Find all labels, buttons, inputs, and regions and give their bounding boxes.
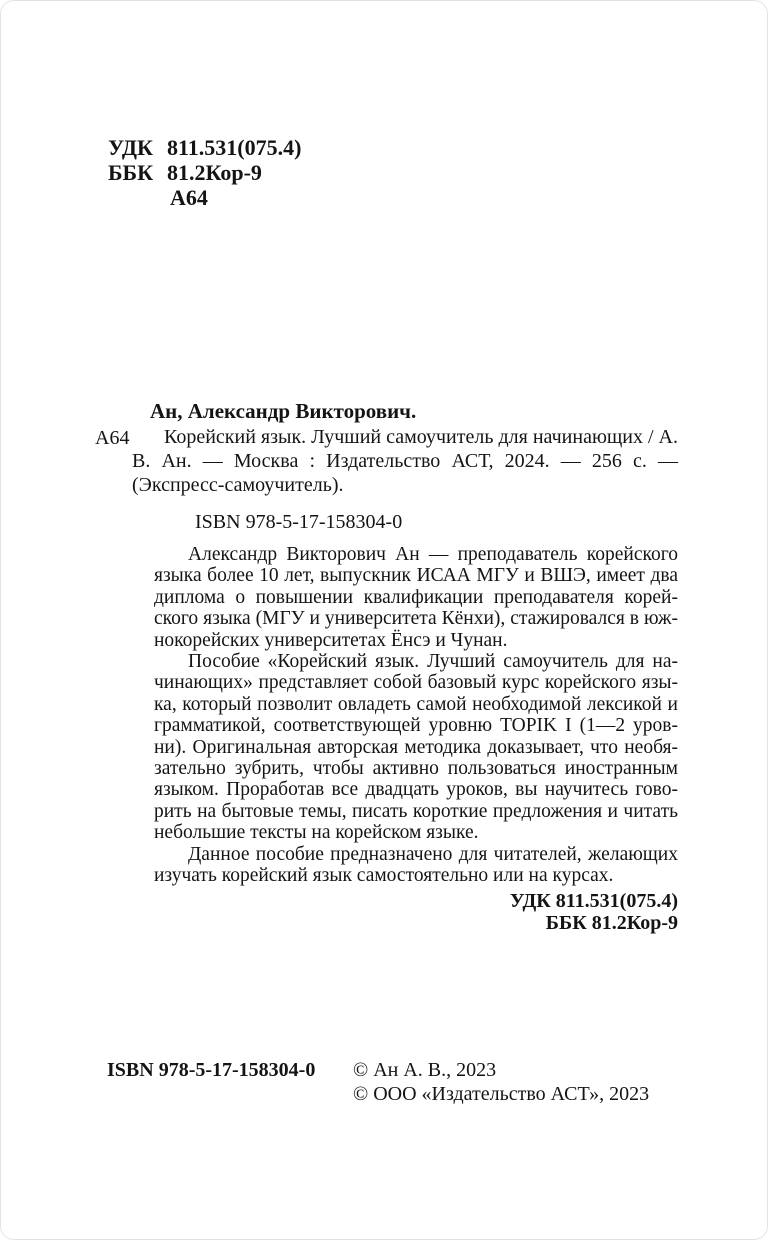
isbn-footer: ISBN 978-5-17-158304-0 bbox=[107, 1059, 316, 1081]
bbk-label: ББК bbox=[108, 160, 154, 185]
annotation-paragraph-book: Пособие «Корейский язык. Лучший самоучитель для начинающих» представляет собой базовый курс корейского языка, который позволит овладеть самой необходимой лексикой и грамматикой, соответствующей уровню TOPIK I (1—2 уровни). Оригинальная авторская методика доказывает, что необязательно зубрить, чтобы активно пользоваться иностранным языком. Проработав все двадцать уроков, вы научитесь говорить на бытовые темы, писать короткие предложения и читать небольшие тексты на корейском языке. bbox=[154, 651, 678, 844]
copyright-block bbox=[353, 1059, 649, 1106]
catalog-author-sign: А64 bbox=[95, 427, 130, 449]
bbk-value: 81.2Кор-9 bbox=[167, 160, 262, 185]
author-sign-line bbox=[108, 185, 301, 210]
udk-line bbox=[108, 135, 301, 160]
annotation-paragraph-author: Александр Викторович Ан — преподаватель корейского языка более 10 лет, выпускник ИСАА МГУ и ВШЭ, имеет два диплома о повышении квалификации преподавателя корейского языка (МГУ и университета Кёнхи), стажировался в южнокорейских университетах Ёнсэ и Чунан. bbox=[154, 544, 678, 651]
annotation-block bbox=[154, 544, 678, 887]
backref-classification-block bbox=[154, 891, 678, 934]
udk-label: УДК bbox=[108, 135, 154, 160]
annotation-paragraph-audience: Данное пособие предназначено для читателей, желающих изучать корейский язык самостоятельно или на курсах. bbox=[154, 843, 678, 887]
author-sign: А64 bbox=[170, 185, 208, 210]
top-classification-block bbox=[108, 135, 301, 210]
isbn-catalog: ISBN 978-5-17-158304-0 bbox=[195, 511, 403, 533]
udk-value: 811.531(075.4) bbox=[167, 135, 302, 160]
bbk-line bbox=[108, 160, 301, 185]
copyright-publisher-line: © ООО «Издательство АСТ», 2023 bbox=[353, 1082, 650, 1105]
backref-udk: УДК 811.531(075.4) bbox=[509, 890, 678, 912]
author-heading: Ан, Александр Викторович. bbox=[150, 399, 417, 423]
bibliographic-description: Корейский язык. Лучший самоучитель для начинающих / А. В. Ан. — Москва : Издательство АСТ, 2024. — 256 с. — (Экспресс-самоучитель). bbox=[132, 426, 679, 496]
backref-bbk: ББК 81.2Кор-9 bbox=[545, 911, 678, 934]
copyright-author-line: © Ан А. В., 2023 bbox=[353, 1059, 497, 1081]
